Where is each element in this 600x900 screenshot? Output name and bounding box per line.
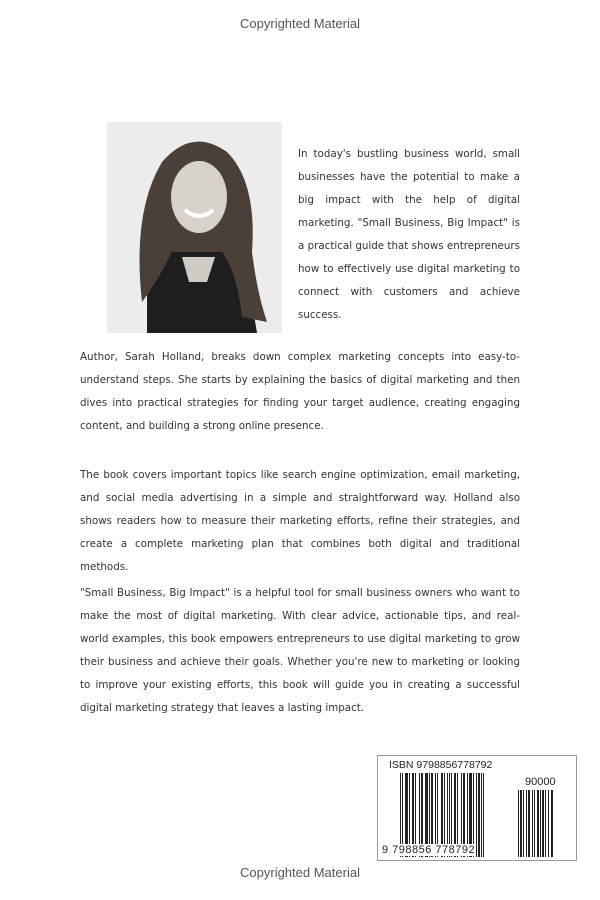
body-paragraph: "Small Business, Big Impact" is a helpful tool for small business owners who want to make the most of digital marketing. With clear advice, actionable tips, and real-world examples, this book empowers entrepreneurs to use digital marketing to grow their business and achieve their goals. Whether you're new to marketing or looking to improve your existing efforts, this book will guide you in creating a successful digital marketing strategy that leaves a lasting impact. [80, 587, 520, 714]
copyright-watermark-top: Copyrighted Material [240, 16, 360, 31]
isbn-label: ISBN 9798856778792 [389, 759, 493, 771]
isbn-barcode [377, 755, 577, 861]
body-paragraph: Author, Sarah Holland, breaks down complex marketing concepts into easy-to-understand steps. She starts by explaining the basics of digital marketing and then dives into practical strategies for finding your target audience, creating engaging content, and building a strong online presence. [80, 351, 520, 432]
body-paragraph: The book covers important topics like search engine optimization, email marketing, and social media advertising in a simple and straightforward way. Holland also shows readers how to measure their marketing efforts, refine their strategies, and create a complete marketing plan that combines both digital and traditional methods. [80, 469, 520, 573]
barcode-bar [551, 790, 553, 857]
barcode-digits: 9 798856 778792 [382, 844, 476, 856]
intro-paragraph: In today's bustling business world, small businesses have the potential to make a big impact with the help of digital marketing. "Small Business, Big Impact" is a practical guide that shows entrepreneurs how to effectively use digital marketing to connect with customers and achieve success. [298, 148, 520, 321]
author-portrait-image [107, 122, 282, 333]
barcode-addon-bars [518, 790, 553, 857]
barcode-bar [483, 773, 484, 857]
barcode-addon-price: 90000 [525, 776, 556, 788]
copyright-watermark-bottom: Copyrighted Material [240, 865, 360, 880]
author-photo [107, 122, 282, 333]
